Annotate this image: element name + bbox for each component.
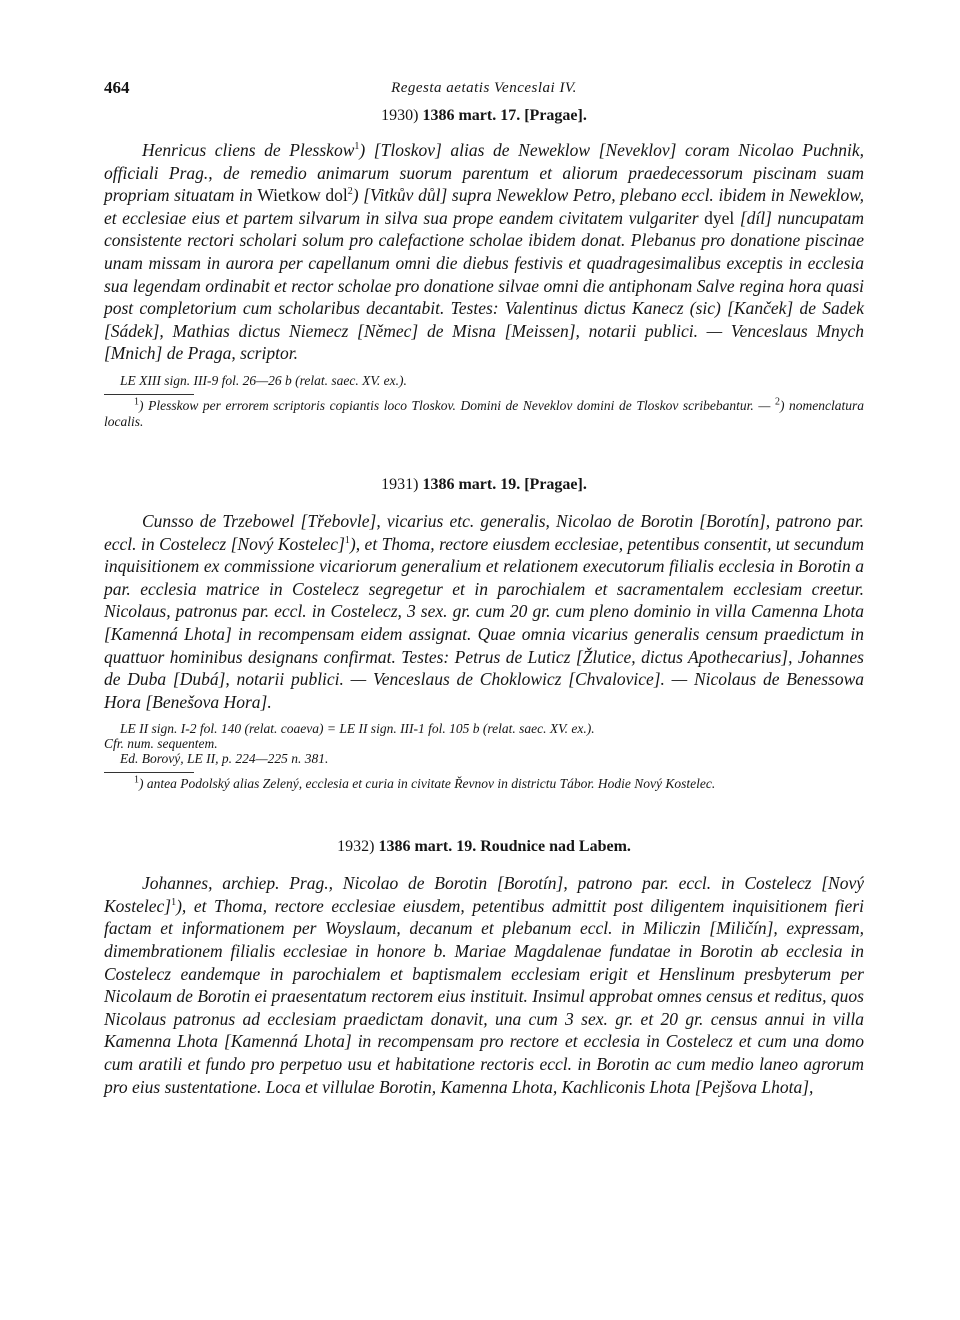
text-run: ), et Thoma, rectore eiusdem ecclesiae, petentibus consentit, ut secundum inquisitionem ex commissione vicariorum generalium et relationem executorum filialis ecclesia in Borotin a par. ecclesia matrice in Costelecz segregetur et in parochialem et sacramentalem ecclesiam creetur. Nicolaus, patronus par. eccl. in Costelecz, 3 sex. gr. cum 20 gr. cum pleno dominio in villa Camenna Lhota [Kamenná Lhota] in recompensam eidem assignat. Quae omnia vicarius generalis censum praedictum in quattuor hominibus designans confirmat. Testes: Petrus de Luticz [Žlutice, dictus Apothecarius], Johannes de Duba [Dubá], notarii publici. — Venceslaus de Choklowicz [Chvalovice]. — Nicolaus de Benessowa Hora [Benešova Hora]. <box>104 533 864 712</box>
source-citation <box>104 373 864 388</box>
text-run: ) [Tloskov] alias de Neweklow [Neveklov] coram Nicolao Puchnik, officiali Prag., de remedio animarum suorum parentum et aliorum praedecessorum piscinam suam propriam situatam in <box>104 140 864 206</box>
source-citation <box>104 721 864 766</box>
footnote-text: ) antea Podolský alias Zelený, ecclesia et curia in civitate Řevnov in districtu Tábor. Hodie Nový Kostelec. <box>139 776 716 792</box>
text-run: Henricus cliens de Plesskow <box>142 140 355 160</box>
entry-paragraph <box>104 510 864 713</box>
entry-text <box>104 510 864 713</box>
text-run: Cunsso de Trzebowel [Třebovle], vicarius etc. generalis, Nicolao de Borotin [Borotín], patrono par. eccl. in Costelecz [Nový Kostelec] <box>104 510 864 554</box>
entry-date-place: 1386 mart. 19. [Pragae]. <box>422 475 587 493</box>
document-page <box>104 76 864 1098</box>
entry-paragraph <box>104 872 864 1098</box>
entry-1931 <box>104 476 864 792</box>
text-run: Johannes, archiep. Prag., Nicolao de Borotin [Borotín], patrono par. eccl. in Costelecz [Nový Kostelec] <box>104 873 864 916</box>
running-title: Regesta aetatis Venceslai IV. <box>391 80 577 96</box>
entry-1932 <box>104 838 864 1098</box>
footnote-text: ) Plesskow per errorem scriptoris copiantis loco Tloskov. Domini de Neveklov domini de Tloskov scribebantur. — <box>139 397 775 413</box>
entry-number: 1930) <box>381 107 419 124</box>
text-run: ), et Thoma, rectore ecclesiae eiusdem, petentibus admittit post diligentem inquisitionem fieri factam et informationem per Woyslaum, decanum et plebanum eccl. in Miliczin [Miličín], expressam, dimembrationem filialis ecclesiae in honore b. Mariae Magdalenae fundatae in Borotin ab ecclesia in Costelecz eandemque in parochialem et baptismalem ecclesiam erigit et Henslinum presbyterum per Nicolaum de Borotin ei praesentatum rectorem eius instituit. Insimul approbat omnes census et reditus, quos Nicolaus patronus ad ecclesiam praedictam donavit, una cum 3 sex. gr. et 20 gr. census annui in villa Kamenna Lhota [Kamenná Lhota] in recompensam pro rectore et ecclesia in Costelecz et cum una domo cum aratili et fundo pro perpetuo usu et habitatione rectoris eccl. in Borotin ac cum medio laneo agrorum pro eius sustentatione. Loca et villulae Borotin, Kamenna Lhota, Kachliconis Lhota [Pejšova Lhota], <box>104 895 864 1097</box>
entry-date-place: 1386 mart. 17. [Pragae]. <box>422 107 587 124</box>
entry-number: 1931) <box>381 475 419 493</box>
entry-heading <box>104 107 864 125</box>
vernacular-term: Wietkow dol <box>257 185 348 206</box>
entry-heading <box>104 838 864 856</box>
source-line: Cfr. num. sequentem. <box>104 736 218 752</box>
footnote-number: 1 <box>134 396 139 408</box>
source-line: LE XIII sign. III-9 fol. 26—26 b (relat. saec. XV. ex.). <box>120 372 407 388</box>
footnote-divider <box>104 394 194 395</box>
footnotes <box>104 776 864 792</box>
entry-text <box>104 139 864 365</box>
entry-heading <box>104 476 864 494</box>
footnote-marker: 1 <box>354 141 360 153</box>
entry-text <box>104 872 864 1098</box>
footnote-text: ) nomenclatura localis. <box>104 397 865 429</box>
footnote <box>104 776 864 792</box>
footnote-marker: 1 <box>171 897 177 909</box>
footnote-number: 1 <box>134 774 139 786</box>
entry-paragraph <box>104 139 864 365</box>
page-number: 464 <box>104 78 130 97</box>
footnotes <box>104 398 864 430</box>
footnote <box>104 398 864 430</box>
text-run: [díl] nuncupatam consistente rectori scholari solum pro calefactione scholae ibidem donat. Plebanus pro donatione piscinae unam missam in aurora per capellanum omni die diebus festivis et quadragesimalibus exceptis in ecclesia sua legendam ordinabit et rector scholae pro donatione silvae omni die antiphonam Salve regina hora quasi post completorium cum scholaribus decantabit. Testes: Valentinus dictus Kanecz (sic) [Kanček] de Sadek [Sádek], Mathias dictus Niemecz [Němec] de Misna [Meissen], notarii publici. — Venceslaus Mnych [Mnich] de Praga, scriptor. <box>104 207 864 364</box>
text-run: ) [Vitkův důl] supra Neweklow Petro, plebano eccl. ibidem in Neweklow, et ecclesiae eius et partem silvarum in silva sua prope eandem civitatem vulgariter <box>104 185 864 228</box>
entry-number: 1932) <box>337 838 375 856</box>
source-line: LE II sign. I-2 fol. 140 (relat. coaeva) = LE II sign. III-1 fol. 105 b (relat. saec. XV. ex.). <box>120 721 595 737</box>
footnote-marker: 1 <box>344 534 350 546</box>
entry-1930 <box>104 107 864 430</box>
vernacular-term: dyel <box>704 207 735 228</box>
footnote-marker: 2 <box>347 186 353 198</box>
entry-date-place: 1386 mart. 19. Roudnice nad Labem. <box>378 838 631 856</box>
running-header <box>104 76 864 104</box>
footnote-divider <box>104 772 194 773</box>
footnote-number: 2 <box>774 396 780 408</box>
source-line: Ed. Borový, LE II, p. 224—225 n. 381. <box>120 751 329 767</box>
